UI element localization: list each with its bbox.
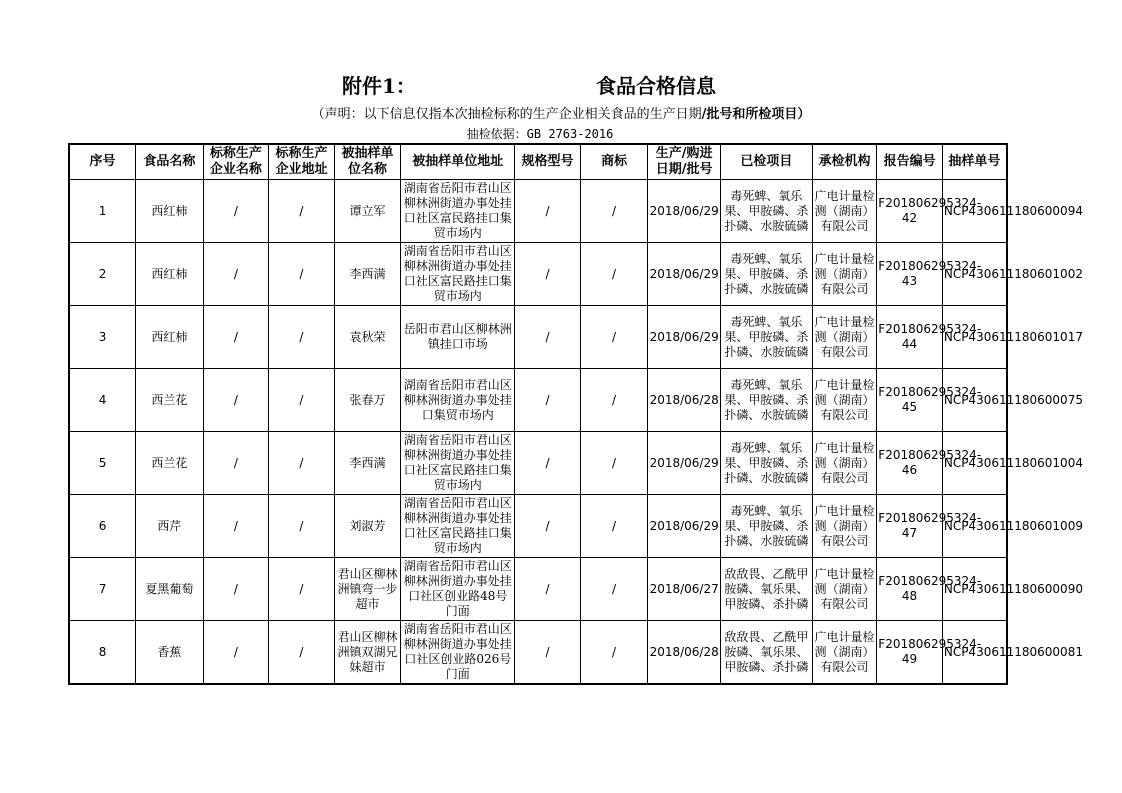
- cell-text: 毒死蜱、氧乐果、甲胺磷、杀扑磷、水胺硫磷: [724, 503, 809, 548]
- cell-sampled-addr: [401, 558, 515, 621]
- cell-text: 西红柿: [151, 203, 188, 218]
- cell-text: 君山区柳林洲镇双湖兄妹超市: [337, 629, 398, 674]
- cell-text: 西红柿: [151, 329, 188, 344]
- cell-text: /: [612, 518, 617, 533]
- column-header: 生产/购进日期/批号: [648, 144, 721, 180]
- cell-no: [69, 495, 136, 558]
- cell-mfr: [203, 369, 269, 432]
- cell-text: /: [545, 329, 550, 344]
- cell-date: [648, 369, 721, 432]
- cell-text: 广电计量检测（湖南）有限公司: [814, 377, 875, 422]
- cell-brand: [580, 495, 648, 558]
- cell-mfr-addr: [269, 243, 335, 306]
- cell-items: [720, 621, 812, 685]
- cell-text: 广电计量检测（湖南）有限公司: [814, 566, 875, 611]
- cell-brand: [580, 558, 648, 621]
- cell-mfr-addr: [269, 432, 335, 495]
- table-row: [69, 558, 1007, 621]
- cell-sample-no: [942, 558, 1083, 621]
- cell-text: 夏黑葡萄: [145, 581, 194, 596]
- cell-text: 1: [98, 203, 107, 218]
- cell-sampled-addr: [401, 369, 515, 432]
- title-row: [0, 70, 1122, 102]
- cell-sample-no: [942, 621, 1083, 685]
- cell-sampled: [334, 180, 401, 243]
- cell-food: [136, 432, 204, 495]
- cell-text: 毒死蜱、氧乐果、甲胺磷、杀扑磷、水胺硫磷: [724, 251, 809, 296]
- cell-text: /: [299, 455, 304, 470]
- cell-report: [877, 243, 982, 306]
- attachment-label: 附件1：: [342, 74, 416, 98]
- cell-text: /: [545, 581, 550, 596]
- cell-date: [648, 432, 721, 495]
- cell-sampled-addr: [401, 306, 515, 369]
- cell-report: [877, 369, 982, 432]
- column-header: 被抽样单位地址: [401, 144, 515, 180]
- cell-text: F201806295324-42: [878, 196, 982, 225]
- cell-food: [136, 495, 204, 558]
- cell-mfr: [203, 558, 269, 621]
- cell-sampled: [334, 243, 401, 306]
- cell-text: 2018/06/29: [649, 203, 719, 218]
- cell-spec: [515, 621, 581, 685]
- cell-brand: [580, 621, 648, 685]
- cell-date: [648, 495, 721, 558]
- cell-text: /: [612, 644, 617, 659]
- cell-sample-no: [942, 495, 1083, 558]
- cell-food: [136, 621, 204, 685]
- cell-text: 湖南省岳阳市君山区柳林洲街道办事处挂口社区富民路挂口集贸市场内: [403, 244, 512, 303]
- cell-food: [136, 243, 204, 306]
- cell-text: 李西满: [349, 455, 386, 470]
- cell-text: 湖南省岳阳市君山区柳林洲街道办事处挂口社区富民路挂口集贸市场内: [403, 496, 512, 555]
- cell-text: F201806295324-49: [878, 637, 982, 666]
- cell-text: /: [233, 581, 238, 596]
- cell-text: 西兰花: [151, 455, 188, 470]
- cell-text: 李西满: [349, 266, 386, 281]
- cell-spec: [515, 432, 581, 495]
- cell-mfr-addr: [269, 180, 335, 243]
- table-body: [69, 180, 1083, 685]
- cell-text: /: [299, 266, 304, 281]
- cell-text: /: [612, 581, 617, 596]
- column-header: 被抽样单位名称: [334, 144, 401, 180]
- cell-text: /: [233, 392, 238, 407]
- table-row: [69, 180, 1007, 243]
- cell-items: [720, 495, 812, 558]
- cell-sampled: [334, 621, 401, 685]
- table-header-row: [69, 144, 1007, 180]
- cell-text: 毒死蜱、氧乐果、甲胺磷、杀扑磷、水胺硫磷: [724, 314, 809, 359]
- cell-mfr: [203, 306, 269, 369]
- cell-brand: [580, 306, 648, 369]
- qualified-food-table: [68, 143, 1083, 685]
- cell-agency: [812, 558, 877, 621]
- cell-text: 毒死蜱、氧乐果、甲胺磷、杀扑磷、水胺硫磷: [724, 188, 809, 233]
- cell-mfr: [203, 495, 269, 558]
- cell-mfr: [203, 180, 269, 243]
- cell-text: 张春万: [349, 392, 386, 407]
- cell-text: 2018/06/27: [649, 581, 719, 596]
- cell-sampled: [334, 495, 401, 558]
- cell-text: NCP430611180600075: [943, 392, 1083, 407]
- cell-no: [69, 243, 136, 306]
- cell-text: NCP430611180600094: [943, 203, 1083, 218]
- cell-agency: [812, 306, 877, 369]
- cell-text: 敌敌畏、乙酰甲胺磷、氧乐果、甲胺磷、杀扑磷: [724, 629, 809, 674]
- cell-text: NCP430611180601004: [943, 455, 1083, 470]
- cell-sampled: [334, 306, 401, 369]
- cell-mfr: [203, 621, 269, 685]
- cell-spec: [515, 306, 581, 369]
- cell-items: [720, 243, 812, 306]
- cell-brand: [580, 369, 648, 432]
- cell-date: [648, 558, 721, 621]
- cell-text: 2018/06/29: [649, 518, 719, 533]
- cell-text: 湖南省岳阳市君山区柳林洲街道办事处挂口社区富民路挂口集贸市场内: [403, 433, 512, 492]
- cell-food: [136, 369, 204, 432]
- cell-text: NCP430611180600081: [943, 644, 1083, 659]
- disclaimer-text: （声明：以下信息仅指本次抽检标称的生产企业相关食品的生产日期: [311, 107, 702, 122]
- cell-text: /: [545, 644, 550, 659]
- cell-text: /: [233, 329, 238, 344]
- cell-sample-no: [942, 180, 1083, 243]
- table-row: [69, 243, 1007, 306]
- cell-text: 7: [98, 581, 107, 596]
- column-header: 已检项目: [720, 144, 812, 180]
- cell-text: 毒死蜱、氧乐果、甲胺磷、杀扑磷、水胺硫磷: [724, 440, 809, 485]
- cell-sample-no: [942, 432, 1083, 495]
- cell-text: /: [612, 203, 617, 218]
- cell-sampled: [334, 432, 401, 495]
- cell-sampled-addr: [401, 180, 515, 243]
- cell-text: F201806295324-48: [878, 574, 982, 603]
- cell-mfr: [203, 243, 269, 306]
- cell-text: /: [299, 644, 304, 659]
- column-header: 标称生产企业地址: [269, 144, 335, 180]
- cell-items: [720, 432, 812, 495]
- cell-sampled-addr: [401, 243, 515, 306]
- cell-spec: [515, 243, 581, 306]
- cell-spec: [515, 558, 581, 621]
- column-header: 承检机构: [812, 144, 877, 180]
- cell-date: [648, 306, 721, 369]
- cell-text: 5: [98, 455, 107, 470]
- cell-text: /: [545, 518, 550, 533]
- cell-spec: [515, 495, 581, 558]
- cell-no: [69, 432, 136, 495]
- cell-text: /: [612, 455, 617, 470]
- cell-agency: [812, 369, 877, 432]
- cell-sampled-addr: [401, 495, 515, 558]
- cell-items: [720, 306, 812, 369]
- cell-text: /: [612, 266, 617, 281]
- cell-text: 袁秋荣: [349, 329, 386, 344]
- cell-text: 广电计量检测（湖南）有限公司: [814, 503, 875, 548]
- cell-text: 香蕉: [157, 644, 182, 659]
- cell-text: 2018/06/29: [649, 455, 719, 470]
- cell-text: /: [299, 581, 304, 596]
- table-row: [69, 369, 1007, 432]
- cell-mfr-addr: [269, 621, 335, 685]
- cell-date: [648, 621, 721, 685]
- cell-sample-no: [942, 306, 1083, 369]
- cell-text: 湖南省岳阳市君山区柳林洲街道办事处挂口集贸市场内: [403, 377, 512, 422]
- cell-date: [648, 243, 721, 306]
- cell-sampled-addr: [401, 621, 515, 685]
- cell-text: 西红柿: [151, 266, 188, 281]
- cell-text: 刘淑芳: [349, 518, 386, 533]
- cell-text: F201806295324-45: [878, 385, 982, 414]
- disclaimer-note: [0, 103, 1122, 122]
- cell-text: /: [233, 203, 238, 218]
- disclaimer-text-bold: /批号和所检项目）: [701, 107, 811, 122]
- cell-text: NCP430611180601017: [943, 329, 1083, 344]
- cell-text: 3: [98, 329, 107, 344]
- cell-text: 敌敌畏、乙酰甲胺磷、氧乐果、甲胺磷、杀扑磷: [724, 566, 809, 611]
- cell-sample-no: [942, 369, 1083, 432]
- cell-date: [648, 180, 721, 243]
- cell-brand: [580, 243, 648, 306]
- cell-agency: [812, 621, 877, 685]
- cell-text: 岳阳市君山区柳林洲镇挂口市场: [403, 322, 512, 351]
- cell-text: 湖南省岳阳市君山区柳林洲街道办事处挂口社区创业路48号门面: [403, 559, 512, 618]
- cell-agency: [812, 495, 877, 558]
- cell-no: [69, 369, 136, 432]
- cell-text: /: [612, 392, 617, 407]
- table-row: [69, 621, 1007, 685]
- cell-mfr-addr: [269, 495, 335, 558]
- cell-text: /: [545, 392, 550, 407]
- cell-text: 毒死蜱、氧乐果、甲胺磷、杀扑磷、水胺硫磷: [724, 377, 809, 422]
- table-row: [69, 495, 1007, 558]
- inspection-basis: 抽检依据：GB 2763-2016: [466, 127, 614, 141]
- cell-text: 2018/06/29: [649, 266, 719, 281]
- cell-text: 西芹: [157, 518, 182, 533]
- cell-text: NCP430611180601002: [943, 266, 1083, 281]
- cell-text: 2018/06/28: [649, 392, 719, 407]
- column-header: 食品名称: [136, 144, 204, 180]
- cell-text: 2: [98, 266, 107, 281]
- cell-text: 4: [98, 392, 107, 407]
- cell-text: 2018/06/29: [649, 329, 719, 344]
- cell-agency: [812, 243, 877, 306]
- cell-report: [877, 306, 982, 369]
- cell-text: 2018/06/28: [649, 644, 719, 659]
- cell-report: [877, 558, 982, 621]
- cell-report: [877, 621, 982, 685]
- table-row: [69, 432, 1007, 495]
- cell-mfr: [203, 432, 269, 495]
- cell-text: NCP430611180600090: [943, 581, 1083, 596]
- cell-mfr-addr: [269, 558, 335, 621]
- cell-text: /: [233, 518, 238, 533]
- cell-text: /: [545, 203, 550, 218]
- cell-report: [877, 432, 982, 495]
- cell-text: 湖南省岳阳市君山区柳林洲街道办事处挂口社区富民路挂口集贸市场内: [403, 181, 512, 240]
- cell-mfr-addr: [269, 306, 335, 369]
- cell-report: [877, 180, 982, 243]
- cell-text: 湖南省岳阳市君山区柳林洲街道办事处挂口社区创业路026号门面: [403, 622, 512, 681]
- column-header: 序号: [69, 144, 136, 180]
- cell-items: [720, 180, 812, 243]
- cell-text: /: [545, 266, 550, 281]
- cell-sampled: [334, 369, 401, 432]
- cell-sample-no: [942, 243, 1083, 306]
- cell-text: /: [233, 455, 238, 470]
- cell-food: [136, 306, 204, 369]
- cell-brand: [580, 432, 648, 495]
- cell-no: [69, 558, 136, 621]
- cell-mfr-addr: [269, 369, 335, 432]
- cell-no: [69, 621, 136, 685]
- cell-text: F201806295324-46: [878, 448, 982, 477]
- page-title: 食品合格信息: [596, 74, 716, 98]
- column-header: 商标: [580, 144, 648, 180]
- cell-text: NCP430611180601009: [943, 518, 1083, 533]
- cell-text: 西兰花: [151, 392, 188, 407]
- cell-agency: [812, 432, 877, 495]
- cell-text: /: [299, 392, 304, 407]
- cell-text: 广电计量检测（湖南）有限公司: [814, 314, 875, 359]
- cell-text: F201806295324-44: [878, 322, 982, 351]
- cell-text: /: [299, 203, 304, 218]
- cell-report: [877, 495, 982, 558]
- cell-items: [720, 558, 812, 621]
- column-header: 抽样单号: [942, 144, 1007, 180]
- cell-items: [720, 369, 812, 432]
- cell-text: 广电计量检测（湖南）有限公司: [814, 440, 875, 485]
- cell-text: 谭立军: [349, 203, 386, 218]
- cell-text: /: [299, 518, 304, 533]
- cell-text: F201806295324-43: [878, 259, 982, 288]
- column-header: 规格型号: [515, 144, 581, 180]
- cell-spec: [515, 180, 581, 243]
- column-header: 标称生产企业名称: [203, 144, 269, 180]
- cell-spec: [515, 369, 581, 432]
- cell-text: 君山区柳林洲镇弯一步超市: [337, 566, 398, 611]
- cell-agency: [812, 180, 877, 243]
- cell-text: 广电计量检测（湖南）有限公司: [814, 251, 875, 296]
- cell-text: /: [299, 329, 304, 344]
- cell-text: /: [233, 266, 238, 281]
- cell-text: 广电计量检测（湖南）有限公司: [814, 188, 875, 233]
- cell-food: [136, 180, 204, 243]
- cell-text: 广电计量检测（湖南）有限公司: [814, 629, 875, 674]
- cell-no: [69, 306, 136, 369]
- cell-text: F201806295324-47: [878, 511, 982, 540]
- cell-brand: [580, 180, 648, 243]
- cell-sampled: [334, 558, 401, 621]
- cell-text: 8: [98, 644, 107, 659]
- table-row: [69, 306, 1007, 369]
- cell-no: [69, 180, 136, 243]
- column-header: 报告编号: [877, 144, 943, 180]
- cell-text: 6: [98, 518, 107, 533]
- cell-sampled-addr: [401, 432, 515, 495]
- cell-food: [136, 558, 204, 621]
- cell-text: /: [545, 455, 550, 470]
- cell-text: /: [233, 644, 238, 659]
- cell-text: /: [612, 329, 617, 344]
